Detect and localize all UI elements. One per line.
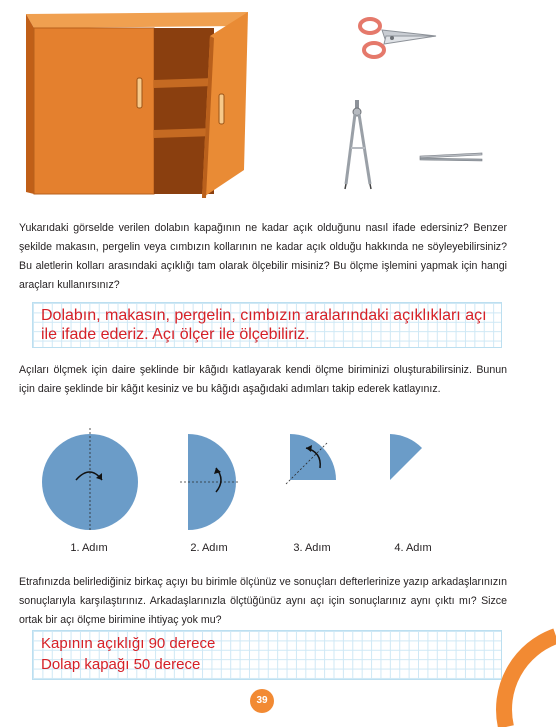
- step-1-label: 1. Adım: [70, 542, 108, 554]
- compass-icon: [336, 98, 382, 190]
- page-number: 39: [250, 689, 274, 713]
- answer-2-line-2: Dolap kapağı 50 derece: [41, 656, 201, 673]
- step-3-label: 3. Adım: [293, 542, 331, 554]
- cabinet-illustration: [20, 8, 256, 198]
- scissors-icon: [356, 14, 440, 62]
- step-2-label: 2. Adım: [190, 542, 228, 554]
- question-paragraph-2: Etrafınızda belirlediğiniz birkaç açıyı bu birimle ölçünüz ve sonuçları defterlerinize yazıp arkadaşlarınızın sonuçlarıyla karşılaştırınız. Arkadaşlarınızla ölçtüğünüz aynı açı için sonuçlarınız aynı çıktı mı? Sizce ortak bir açı ölçme birimine ihtiyaç yok mu?: [19, 576, 507, 626]
- instruction-paragraph: Açıları ölçmek için daire şeklinde bir kâğıdı katlayarak kendi ölçme biriminizi oluşturabilirsiniz. Bunun için daire şeklinde bir kâğıt kesiniz ve bu kâğıdı aşağıdaki adımları takip ederek katlayınız.: [19, 364, 507, 395]
- step-3-quarter-circle: [282, 428, 346, 488]
- answer-2-line-1: Kapının açıklığı 90 derece: [41, 635, 216, 652]
- tweezers-icon: [418, 150, 484, 164]
- step-1-full-circle: [38, 428, 142, 532]
- answer-box-2: [32, 630, 502, 680]
- answer-1-line-1: Dolabın, makasın, pergelin, cımbızın aralarındaki açıklıkları açı: [41, 307, 487, 324]
- answer-1-line-2: ile ifade ederiz. Açı ölçer ile ölçebiliriz.: [41, 326, 310, 343]
- question-paragraph-1: Yukarıdaki görselde verilen dolabın kapağının ne kadar açık olduğunu nasıl ifade edersiniz? Benzer şekilde makasın, pergelin veya cımbızın kollarının ne kadar açık olduğu hakkında ne söyleyebilirsiniz? Bu aletlerin kolları arasındaki açıklığı tam olarak ölçebilir misiniz? Bu ölçme işlemini yapmak için hangi araçları kullanırsınız?: [19, 222, 507, 291]
- answer-box-1: [32, 302, 502, 348]
- step-4-label: 4. Adım: [394, 542, 432, 554]
- step-2-half-circle: [180, 428, 250, 532]
- decorative-corner-arc: [488, 628, 556, 727]
- step-4-eighth-circle: [384, 428, 434, 486]
